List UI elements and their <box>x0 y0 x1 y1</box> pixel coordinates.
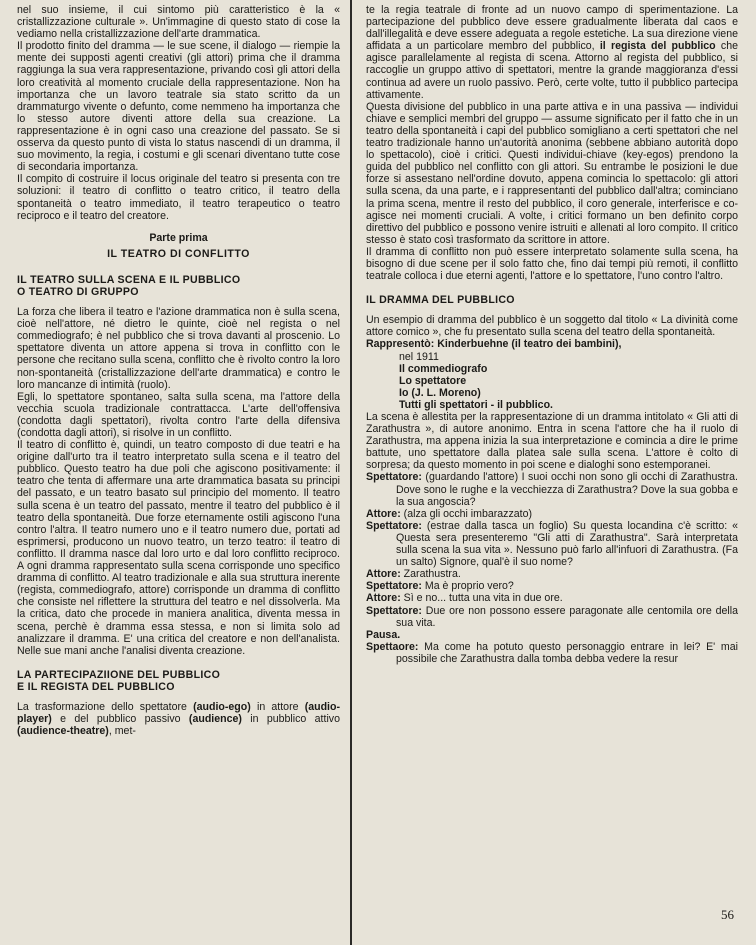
section-heading-line: E IL REGISTA DEL PUBBLICO <box>17 680 175 693</box>
text-run: in pubblico attivo <box>241 713 340 726</box>
paragraph <box>17 701 340 737</box>
cast-item: Io (J. L. Moreno) <box>399 386 481 399</box>
paragraph: Il compito di costruire il locus originale del teatro si presenta con tre soluzioni: il teatro di conflitto o teatro critico, il teatro della spontaneità o teatro immediato, il teatro terapeutico o teatro reciproco e il teatro del creatore. <box>17 173 340 222</box>
section-heading <box>17 274 340 298</box>
dialogue-line <box>366 605 738 629</box>
page-number: 56 <box>721 907 734 922</box>
speaker: Spettatore: <box>366 604 422 617</box>
bold-term: (audio-player) <box>17 700 340 726</box>
paragraph: La forza che libera il teatro e l'azione drammatica non è sulla scena, cioè nell'attore, né dietro le quinte, cioè nel regista o nel commediografo; è nel pubblico che si trova davanti al proscenio. Lo spettatore diventa un attore appena si trova in conflitto con le persone che recitano sulla scena, conflitto che è rivolto contro la loro non-spontaneità (cristallizzazione dell'arte drammatica) e contro le loro mancanze di intimità (ruolo). <box>17 306 340 391</box>
bold-term: il regista del pubblico <box>599 40 716 53</box>
speaker: Attore: <box>366 507 401 520</box>
dialogue-line <box>366 592 738 604</box>
cast-item: Lo spettatore <box>399 374 467 387</box>
dialogue-text: Ma come ha potuto questo personaggio entrare in lei? E' mai possibile che Zarathustra dalla tomba debba vedere la resur <box>396 640 738 665</box>
paragraph: Un esempio di dramma del pubblico è un soggetto dal titolo « La divinità come attore comico », che fu presentato sulla scena del teatro della spontaneità. <box>366 314 738 339</box>
dialogue-line <box>366 471 738 507</box>
section-heading-line: O TEATRO DI GRUPPO <box>17 285 139 298</box>
right-column <box>366 4 738 665</box>
text-run: e del pubblico passivo <box>51 713 189 726</box>
section-heading-line: IL TEATRO SULLA SCENA E IL PUBBLICO <box>17 273 241 286</box>
cast-item: nel 1911 <box>399 350 439 363</box>
text-run: La trasformazione dello spettatore <box>17 700 194 713</box>
cast-item: Il commediografo <box>399 362 488 375</box>
column-divider <box>350 0 352 945</box>
cast-item: Tutti gli spettatori - il pubblico. <box>399 398 553 411</box>
dialogue-line <box>366 568 738 580</box>
dialogue-line <box>366 520 738 568</box>
dialogue-line <box>366 641 738 665</box>
speaker: Spettatore: <box>366 471 422 484</box>
left-column <box>17 4 340 737</box>
bold-term: (audio-ego) <box>193 700 251 713</box>
part-label: Parte prima <box>149 231 208 244</box>
paragraph: nel suo insieme, il cui sintomo più caratteristico è la « cristallizzazione culturale ». Un'immagine di questo stato di cose la vediamo nella cristallizzazione dell'arte drammatica. <box>17 4 340 41</box>
paragraph: La scena è allestita per la rappresentazione di un dramma intitolato « Gli atti di Zarathustra », di autore anonimo. Entra in scena l'attore che ha il ruolo di Zarathustra, ma appena inizia la sua interpretazione e comincia a dire le prime battute, uno spettatore dalla platea sale sulla scena. L'attore è colto di sorpresa; da questo momento in poi scene e dialoghi sono estemporanei. <box>366 411 738 472</box>
cast-row <box>366 338 738 350</box>
part-title: IL TEATRO DI CONFLITTO <box>107 247 250 260</box>
text-run: che agisce parallelamente al regista di scena. Attorno al regista del pubblico, si raccoglie un gruppo attivo di spettatori, mentre la grande maggioranza d'essi continua ad avere un ruolo passivo. Però, certe volte, tutto il pubblico partecipa attivamente. <box>366 40 738 101</box>
paragraph: Egli, lo spettatore spontaneo, salta sulla scena, ma l'attore della vecchia scuola tradizionale contrattacca. L'arte dell'offensiva (condotta dagli spettatori), rivolta contro l'arte della difensiva (condotta dagli attori), si risolve in un conflitto. <box>17 390 340 439</box>
section-heading <box>17 669 340 693</box>
cast-item: Kinderbuehne (il teatro dei bambini), <box>437 338 622 351</box>
dialogue-text: Due ore non possono essere paragonate alle centomila ore della sua vita. <box>396 604 738 629</box>
speaker: Attore: <box>366 568 401 581</box>
speaker: Spettaore: <box>366 640 419 653</box>
bold-term: (audience) <box>188 713 242 726</box>
text-run: te la regia teatrale di fronte ad un nuovo campo di sperimentazione. La partecipazione del pubblico deve essere gradualmente liberata dal caos e dall'illegalità e deve essere adeguata a regole estetiche. La sua direzione viene affidata a un particolare membro del pubblico, <box>366 4 738 53</box>
dialogue-text: (estrae dalla tasca un foglio) Su questa locandina c'è scritto: « Questa sera presenteremo "Gli atti di Zarathustra". Sarà interpretata sulla scena la sua vita ». Nessuno può farlo all'infuori di Zarathustra. (Fa un salto) Signore, qual'è il suo nome? <box>396 519 738 569</box>
speaker: Pausa. <box>366 628 401 641</box>
section-heading: IL DRAMMA DEL PUBBLICO <box>366 294 515 307</box>
cast-list <box>366 338 738 411</box>
dialogue-text: (alza gli occhi imbarazzato) <box>400 507 533 520</box>
dialogue-text: (guardando l'attore) I suoi occhi non sono gli occhi di Zarathustra. Dove sono le rughe e la vecchiezza di Zarathustra? Dove la sua gobba e la sua angoscia? <box>396 471 738 508</box>
dialogue-text: Sì e no... tutta una vita in due ore. <box>400 592 563 605</box>
speaker: Attore: <box>366 592 401 605</box>
dialogue-text: Zarathustra. <box>400 568 461 581</box>
dialogue-line <box>366 629 738 641</box>
paragraph: Il prodotto finito del dramma — le sue scene, il dialogo — riempie la mente dei supposti agenti creativi (gli attori) prima che il dramma raggiunga la sua vera rappresentazione, privando così gli attori della loro creatività al momento cruciale della rappresentazione. Non ha importanza che un lavoro teatrale sia stato scritto da un drammaturgo vivente o defunto, come nemmeno ha importanza che lo stesso autore diventi attore della sua creazione. La rappresentazione è in ogni caso una creazione del passato. Se si osserva da questo punto di vista lo status nascendi di un dramma, il suo movimento, la regia, i costumi e gli scenari diventano tutte cose di secondaria importanza. <box>17 40 340 174</box>
text-run: , met- <box>108 725 136 738</box>
dialogue-text: Ma è proprio vero? <box>421 580 514 593</box>
speaker: Spettatore: <box>366 519 422 532</box>
section-heading-line: LA PARTECIPAZIIONE DEL PUBBLICO <box>17 668 221 681</box>
dialogue-line <box>366 508 738 520</box>
speaker: Spettatore: <box>366 580 422 593</box>
paragraph: Questa divisione del pubblico in una parte attiva e in una passiva — individui chiave e semplici membri del gruppo — assume significato per il fatto che in un teatro della spontaneità i capi del pubblico somigliano a certi spettatori che nel teatro tradizionale hanno un'autorità anonima (sebbene abbiano autorità dopo lo spettacolo), cioè i critici. Questi individui-chiave (key-egos) prendono la guida del pubblico nel conflitto con gli attori. Su entrambe le posizioni le due forze si assestano nell'ordine dovuto, appena comincia lo spettacolo: gli attori sulla scena, da una parte, e i rappresentanti del pubblico dall'altra; cominciano la prima scena, mentre il resto del pubblico, il coro generale, interferisce e co-agisce nei momenti cruciali. A volte, i critici formano un ben definito corpo direttivo del pubblico e possono venire istruiti e allenati al loro compito. Il critico stesso è stato così trasformato da scrittore in attore. <box>366 100 738 246</box>
paragraph: Il dramma di conflitto non può essere interpretato solamente sulla scena, ha bisogno di due scene per il solo fatto che, fino dai tempi più remoti, il conflitto teatrale colloca i due eterni agenti, l'attore e lo spettatore, l'uno contro l'altro. <box>366 245 738 283</box>
paragraph: Il teatro di conflitto è, quindi, un teatro composto di due teatri e ha origine dall'urto tra il teatro interpretato sulla scena e il teatro del pubblico. Questo teatro ha due poli che agiscono positivamente: il teatro che tenta di affermare una arte drammatica basata su principi del passato, e un teatro basato sul principio del momento. Il teatro sulla scena è un teatro del passato, mentre il teatro del pubblico è il teatro della spontaneità. Due forze eternamente ostili agiscono l'una contro l'altra. Il teatro numero uno e il teatro numero due, portati ad esprimersi, producono un nuovo teatro, un terzo teatro: il teatro di conflitto. Il dramma nasce dal loro urto e dal loro conflitto reciproco. A ogni dramma rappresentato sulla scena corrisponde uno specifico dramma di conflitto. Al teatro tradizionale e alla sua struttura inerente (regista, commediografo, attore) corrisponde un dramma di conflitto che consiste nel riflettere la struttura del teatro e nel dissolverla. Ma la critica, dato che procede in maniera analitica, diventa messa in scena, perchè è dramma essa stessa, e non si limita solo ad analizzare il dramma. E' una critica del creatore e non dell'analista. Nelle sue mani anche l'analisi diventa creazione. <box>17 439 340 657</box>
paragraph <box>366 4 738 101</box>
text-run: in attore <box>250 700 305 713</box>
dialogue <box>366 471 738 665</box>
dialogue-line <box>366 580 738 592</box>
cast-label: Rappresentò: <box>366 338 435 351</box>
bold-term: (audience-theatre) <box>17 725 109 738</box>
